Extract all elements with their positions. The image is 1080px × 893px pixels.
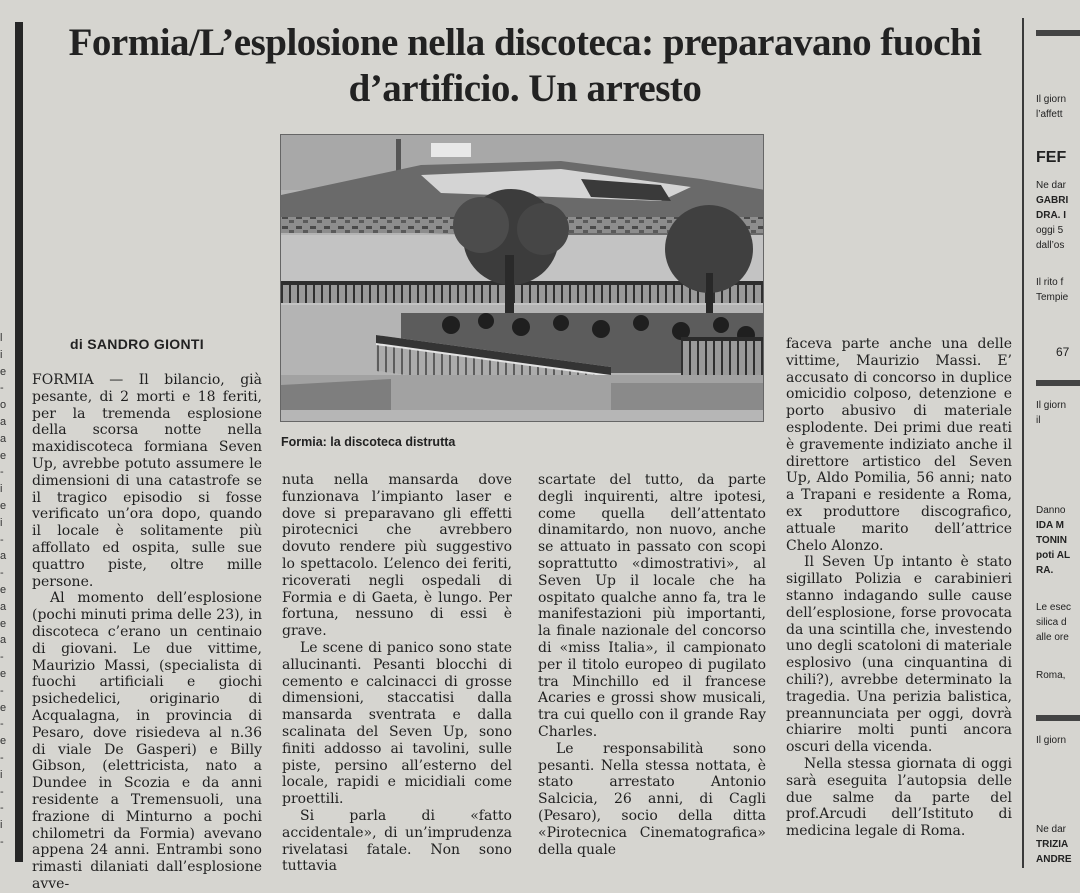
edge-letter: e bbox=[0, 583, 7, 596]
sidebar-text: alle ore bbox=[1036, 632, 1069, 643]
edge-letter: - bbox=[0, 684, 4, 697]
discotheque-ruins-image bbox=[281, 135, 764, 422]
sidebar-text: poti AL bbox=[1036, 550, 1071, 561]
edge-letter: a bbox=[0, 415, 7, 428]
sidebar-text: Il rito f bbox=[1036, 277, 1064, 288]
edge-letter: - bbox=[0, 751, 4, 764]
paragraph: Le responsabilità sono pesanti. Nella stessa nottata, è stato arrestato Antonio Salcicia, 26 anni, di Cagli (Pesaro), socio della ditta «Pirotecnica Cinematografica» della quale bbox=[538, 740, 766, 858]
headline: Formia/L’esplosione nella discoteca: preparavano fuochi d’artificio. Un arresto bbox=[68, 21, 982, 110]
edge-letter: a bbox=[0, 550, 7, 563]
byline: di SANDRO GIONTI bbox=[70, 336, 204, 352]
edge-letter: l bbox=[0, 332, 3, 344]
edge-letter: e bbox=[0, 735, 7, 748]
edge-letter: e bbox=[0, 449, 7, 462]
edge-letter: i bbox=[0, 483, 3, 496]
edge-letter: a bbox=[0, 634, 7, 647]
edge-letter: e bbox=[0, 365, 7, 378]
edge-letter: a bbox=[0, 432, 7, 445]
sidebar-text: RA. bbox=[1036, 565, 1054, 576]
edge-letter: e bbox=[0, 667, 7, 680]
sidebar-text: oggi 5 bbox=[1036, 225, 1064, 236]
edge-letter: e bbox=[0, 701, 7, 714]
sidebar-text: 67 bbox=[1056, 345, 1070, 359]
paragraph: faceva parte anche una delle vittime, Maurizio Massi. E’ accusato di concorso in duplice omicidio colposo, detenzione e porto abusivo di materiale esplodente. Dei primi due reati è gravemente indiziato anche il direttore artistico del Seven Up, Aldo Pomilia, 56 anni; nato a Trapani e residente a Roma, ex produttore discografico, attuale marito dell’attrice Chelo Alonzo. bbox=[786, 336, 1012, 554]
article-column-3 bbox=[538, 472, 766, 858]
sidebar-text: ANDRE bbox=[1036, 854, 1072, 865]
paragraph: Il Seven Up intanto è stato sigillato Polizia e carabinieri stanno indagando sulle cause dell’esplosione, forse provocata da una scintilla che, investendo uno degli scatoloni di materiale esplosivo (una cinquantina di chili?), avrebbe determinato la tragedia. Una perizia balistica, preannunciata per oggi, dovrà chiarire molti punti ancora oscuri della vicenda. bbox=[786, 554, 1012, 756]
sidebar-text: l’affett bbox=[1036, 109, 1063, 120]
edge-letter: e bbox=[0, 617, 7, 630]
edge-letter: - bbox=[0, 466, 4, 479]
column-rule-right bbox=[1022, 18, 1024, 868]
paragraph: Si parla di «fatto accidentale», di un’imprudenza rivelatasi fatale. Non sono tuttavia bbox=[282, 807, 512, 875]
obituary-sidebar bbox=[1036, 0, 1080, 872]
edge-letter: - bbox=[0, 567, 4, 580]
paragraph: scartate del tutto, da parte degli inquirenti, altre ipotesi, come quella dell’attentato dinamitardo, non nuovo, anche se attuato in passato con scopi soprattutto «dimostrativi», al Seven Up il locale che ha ospitato qualche anno fa, tra le manifestazioni più importanti, la finale nazionale del concorso di «miss Italia», il campionato per il titolo europeo di pugilato tra Minchillo ed il francese Acaries e grossi show musicali, tra cui quello con il grande Ray Charles. bbox=[538, 472, 766, 740]
paragraph: Al momento dell’esplosione (pochi minuti prima delle 23), in discoteca c’erano un centinaio di giovani. Le due vittime, Maurizio Massi, (specialista di fuochi artificiali e giochi psichedelici, originario di Acqualagna, in provincia di Pesaro, dove risiedeva al n.36 di viale De Gasperi) e Billy Gibson, (elettricista, nato a Dundee in Scozia e da anni residente a Tremensuoli, una frazione di Minturno a pochi chilometri da Formia) avevano appena 24 anni. Entrambi sono rimasti dilaniati dall’esplosione avve- bbox=[32, 590, 262, 892]
edge-letter: - bbox=[0, 533, 4, 546]
sidebar-divider bbox=[1036, 715, 1080, 721]
edge-letter: - bbox=[0, 651, 4, 664]
sidebar-divider bbox=[1036, 30, 1080, 36]
sidebar-text: FEF bbox=[1036, 149, 1067, 166]
sidebar-text: Roma, bbox=[1036, 670, 1066, 681]
sidebar-text: Ne dar bbox=[1036, 180, 1067, 191]
edge-letter: i bbox=[0, 516, 3, 529]
sidebar-text: DRA. I bbox=[1036, 210, 1066, 221]
sidebar-text: GABRI bbox=[1036, 195, 1069, 206]
sidebar-text: Il giorn bbox=[1036, 94, 1067, 105]
edge-letter: - bbox=[0, 785, 4, 798]
sidebar-text: TRIZIA bbox=[1036, 839, 1069, 850]
paragraph: FORMIA — Il bilancio, già pesante, di 2 morti e 18 feriti, per la tremenda esplosione della scorsa notte nella maxidiscoteca formiana Seven Up, avrebbe potuto assumere le dimensioni di una catastrofe se il tragico episodio si fosse verificato un’ora dopo, quando il locale è solitamente più affollato ed ospita, sulle sue quattro piste, oltre mille persone. bbox=[32, 372, 262, 590]
edge-letter: o bbox=[0, 399, 7, 412]
paragraph: Le scene di panico sono state allucinanti. Pesanti blocchi di cemento e calcinacci di grosse dimensioni, staccatisi dalla mansarda sventrata e dalla scalinata del Seven Up, sono finiti addosso ai tavolini, sulle piste, persino all’esterno del locale, rapidi e micidiali come proettili. bbox=[282, 639, 512, 808]
sidebar-text: IDA M bbox=[1036, 520, 1064, 531]
edge-letter: e bbox=[0, 499, 7, 512]
edge-letter: - bbox=[0, 835, 4, 848]
edge-letter: i bbox=[0, 819, 3, 832]
edge-letter: - bbox=[0, 718, 4, 731]
sidebar-text: Il giorn bbox=[1036, 400, 1067, 411]
paragraph: nuta nella mansarda dove funzionava l’impianto laser e dove si preparavano gli effetti pirotecnici che avrebbero dovuto rendere più suggestivo lo spettacolo. L’elenco dei feriti, ricoverati negli ospedali di Formia e di Gaeta, è lungo. Per fortuna, nessuno di essi è grave. bbox=[282, 472, 512, 640]
sidebar-text: TONIN bbox=[1036, 535, 1067, 546]
edge-letter: i bbox=[0, 768, 3, 781]
edge-letter: - bbox=[0, 382, 4, 395]
column-rule-left bbox=[15, 22, 23, 862]
edge-letter: a bbox=[0, 600, 7, 613]
paragraph: Nella stessa giornata di oggi sarà eseguita l’autopsia delle due salme da parte del prof.Arcudi dell’Istituto di medicina legale di Roma. bbox=[786, 755, 1012, 840]
edge-letter: i bbox=[0, 348, 3, 361]
sidebar-text: Il giorn bbox=[1036, 735, 1067, 746]
sidebar-text: Tempie bbox=[1036, 292, 1069, 303]
sidebar-text: Le esec bbox=[1036, 602, 1072, 613]
sidebar-text: Ne dar bbox=[1036, 824, 1067, 835]
article-column-2 bbox=[282, 472, 512, 875]
article-column-1 bbox=[32, 372, 262, 893]
cropped-left-column bbox=[0, 330, 10, 851]
edge-letter: - bbox=[0, 802, 4, 815]
photo-caption: Formia: la discoteca distrutta bbox=[281, 435, 456, 449]
article-column-4 bbox=[786, 336, 1012, 840]
news-photo bbox=[280, 134, 764, 422]
sidebar-divider bbox=[1036, 380, 1080, 386]
sidebar-text: il bbox=[1036, 415, 1041, 426]
sidebar-text: silica d bbox=[1036, 617, 1067, 628]
sidebar-text: Danno bbox=[1036, 505, 1066, 516]
sidebar-text: dall’os bbox=[1036, 240, 1065, 251]
